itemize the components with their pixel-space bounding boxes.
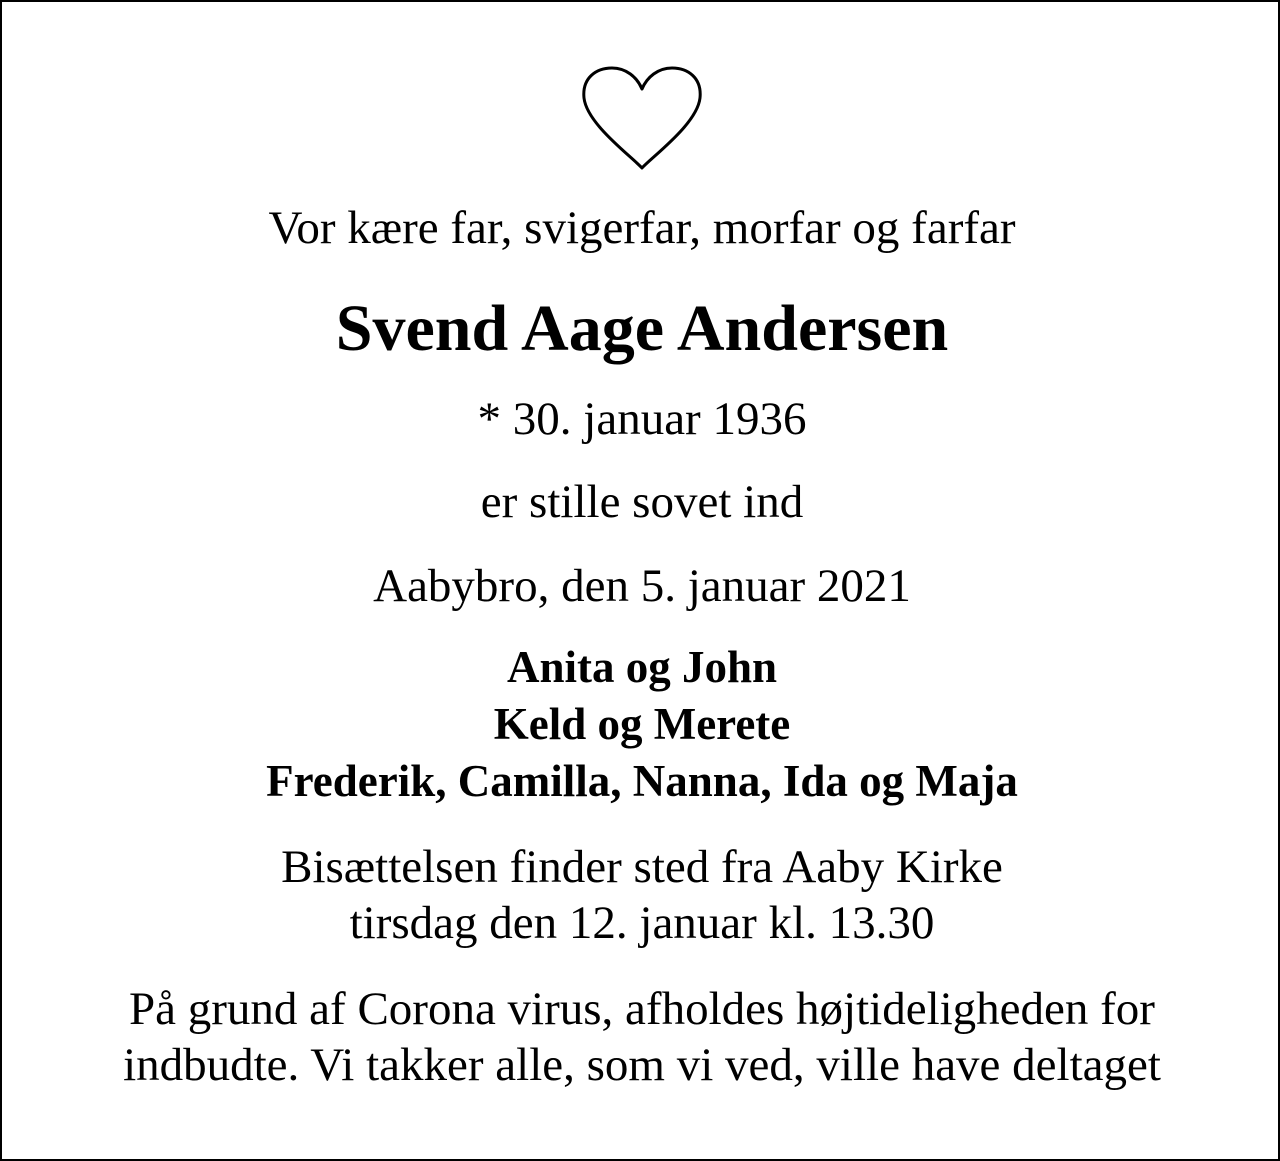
deceased-name: Svend Aage Andersen: [335, 292, 949, 365]
mourner-line: Frederik, Camilla, Nanna, Ida og Maja: [266, 756, 1018, 806]
funeral-line: tirsdag den 12. januar kl. 13.30: [349, 897, 935, 949]
heart-icon: [579, 64, 705, 174]
funeral-details: [2, 839, 1280, 951]
notice-line: indbudte. Vi takker alle, som vi ved, ville have deltaget: [123, 1039, 1161, 1091]
mourners-list: [2, 639, 1280, 810]
intro-text: Vor kære far, svigerfar, morfar og farfar: [268, 202, 1016, 254]
place-and-date: Aabybro, den 5. januar 2021: [373, 560, 911, 612]
passed-text: er stille sovet ind: [480, 476, 804, 528]
mourner-line: Keld og Merete: [493, 699, 791, 749]
corona-notice: [2, 981, 1280, 1093]
funeral-line: Bisættelsen finder sted fra Aaby Kirke: [281, 841, 1003, 893]
mourner-line: Anita og John: [506, 642, 778, 692]
birth-date: * 30. januar 1936: [477, 393, 807, 445]
notice-line: På grund af Corona virus, afholdes højtideligheden for: [129, 983, 1155, 1035]
